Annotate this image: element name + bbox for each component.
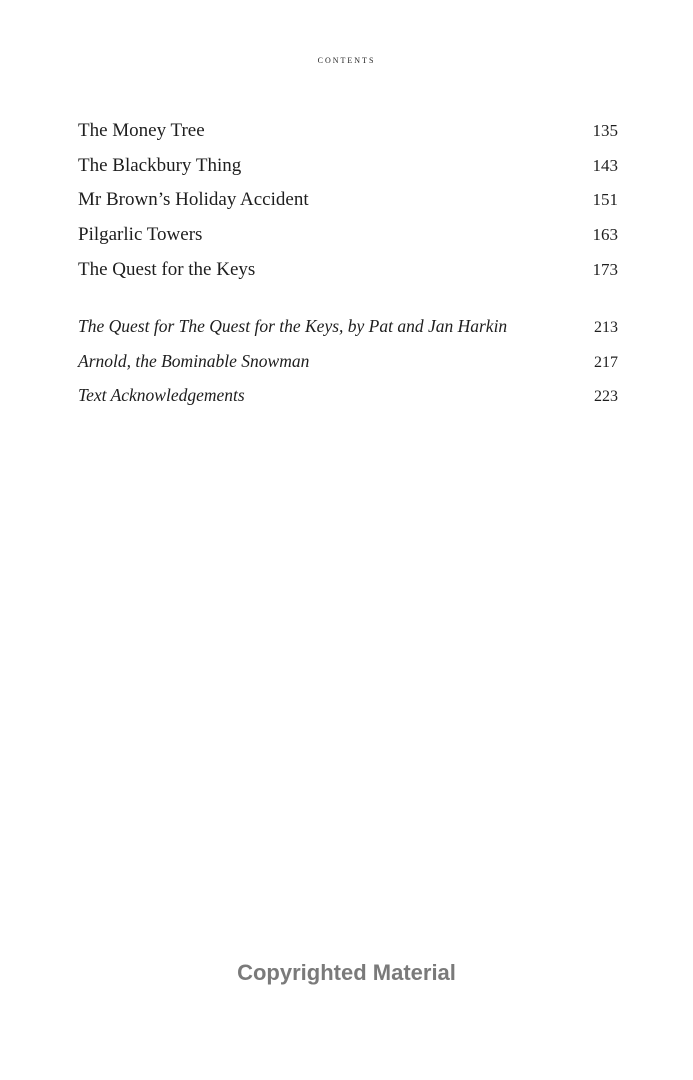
toc-entry-page: 143 [592, 155, 618, 175]
toc-entry-page: 213 [594, 319, 618, 336]
toc-entry-title: Arnold, the Bominable Snowman [78, 350, 310, 371]
toc-entry [78, 224, 618, 259]
copyright-watermark: Copyrighted Material [237, 960, 456, 985]
toc-entry [78, 385, 618, 420]
toc-entry-title: The Money Tree [78, 120, 205, 141]
toc-entry-title: Text Acknowledgements [78, 385, 245, 406]
toc-entry-page: 135 [592, 121, 618, 140]
toc-entry [78, 259, 618, 294]
running-head: contents [317, 52, 376, 66]
toc-entry-page: 223 [594, 388, 618, 406]
toc-entry-title: Pilgarlic Towers [78, 224, 203, 246]
toc-main-list [78, 120, 618, 293]
toc-entry [78, 316, 618, 351]
toc-entry-page: 151 [592, 190, 618, 210]
toc-entry-title: The Quest for The Quest for the Keys, by Pat and Jan Harkin [78, 316, 508, 336]
toc-entry-title: Mr Brown’s Holiday Accident [78, 189, 309, 211]
toc-extra-list [78, 316, 618, 420]
toc-entry-title: The Quest for the Keys [78, 258, 256, 280]
toc-entry [78, 351, 618, 386]
toc-entry [78, 120, 618, 155]
toc-entry-title: The Blackbury Thing [78, 154, 242, 176]
toc-entry [78, 155, 618, 190]
toc-entry-page: 173 [592, 259, 618, 279]
toc-entry-page: 163 [592, 225, 618, 245]
toc-entry [78, 189, 618, 224]
toc-entry-page: 217 [594, 353, 618, 371]
